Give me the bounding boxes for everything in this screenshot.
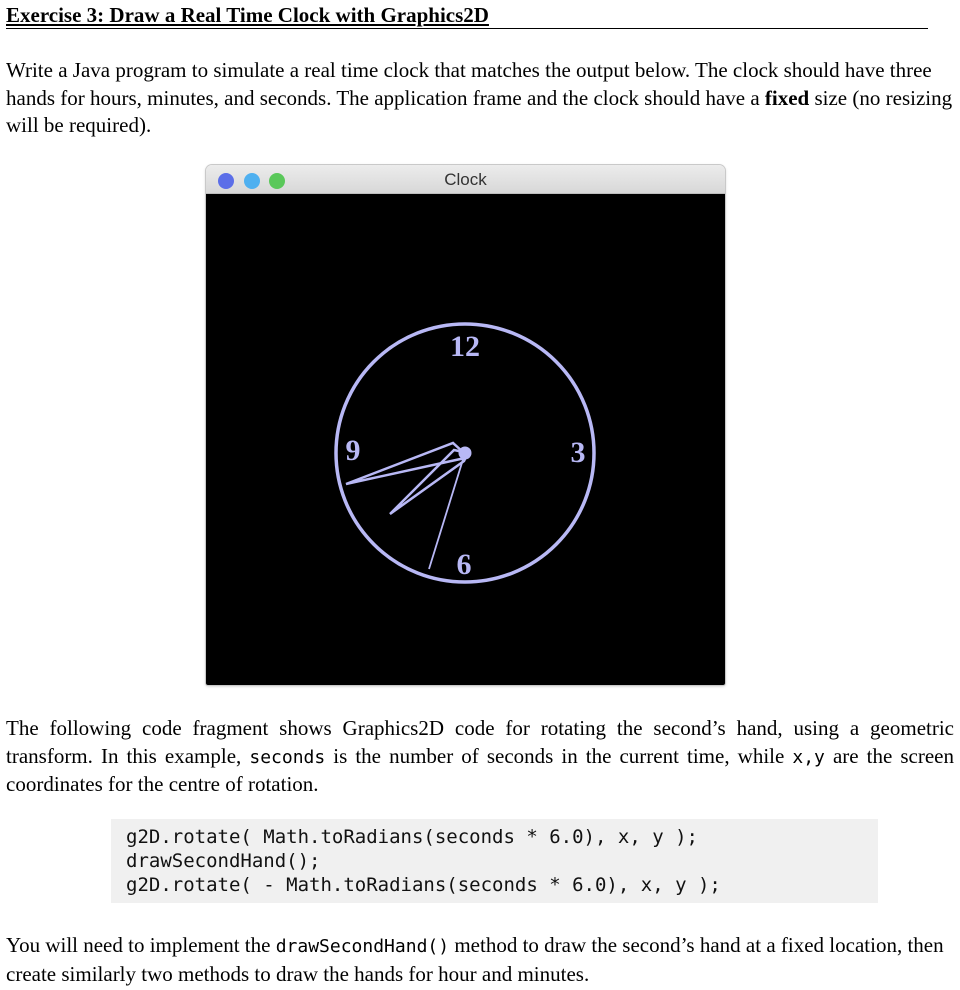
explanation-paragraph: The following code fragment shows Graphics2D code for rotating the second’s hand, using a geometric transform. In this example, seconds is the number of seconds in the current time, while x,y are the screen coordinates for the centre of rotation. (6, 716, 954, 796)
draw-second-hand-code: drawSecondHand() (275, 936, 450, 957)
code-line: g2D.rotate( - Math.toRadians(seconds * 6.0), x, y ); (126, 874, 721, 896)
numeral-6: 6 (456, 548, 472, 581)
numeral-12: 12 (450, 330, 480, 363)
numeral-3: 3 (570, 436, 586, 469)
code-block (111, 819, 878, 903)
code-line: drawSecondHand(); (126, 850, 321, 872)
clock-window (206, 165, 725, 685)
center-hub (459, 447, 472, 460)
xy-code: x,y (792, 746, 825, 768)
clock-canvas (206, 194, 725, 685)
window-title: Clock (444, 170, 487, 189)
fixed-emphasis: fixed (764, 85, 810, 110)
clock-face (206, 194, 725, 685)
numeral-9: 9 (345, 434, 361, 467)
intro-paragraph: Write a Java program to simulate a real time clock that matches the output below. The clock should have three hands for hours, minutes, and seconds. The application frame and the clock should have a fixed size (no resizing will be required). (6, 58, 953, 137)
closing-paragraph: You will need to implement the drawSecondHand() method to draw the second’s hand at a fixed location, then create similarly two methods to draw the hands for hour and minutes. (6, 933, 944, 986)
seconds-code: seconds (249, 746, 326, 768)
window-titlebar[interactable] (206, 165, 725, 194)
code-line: g2D.rotate( Math.toRadians(seconds * 6.0), x, y ); (126, 826, 698, 848)
exercise-heading: Exercise 3: Draw a Real Time Clock with Graphics2D (6, 2, 928, 29)
hour-hand (346, 443, 465, 484)
